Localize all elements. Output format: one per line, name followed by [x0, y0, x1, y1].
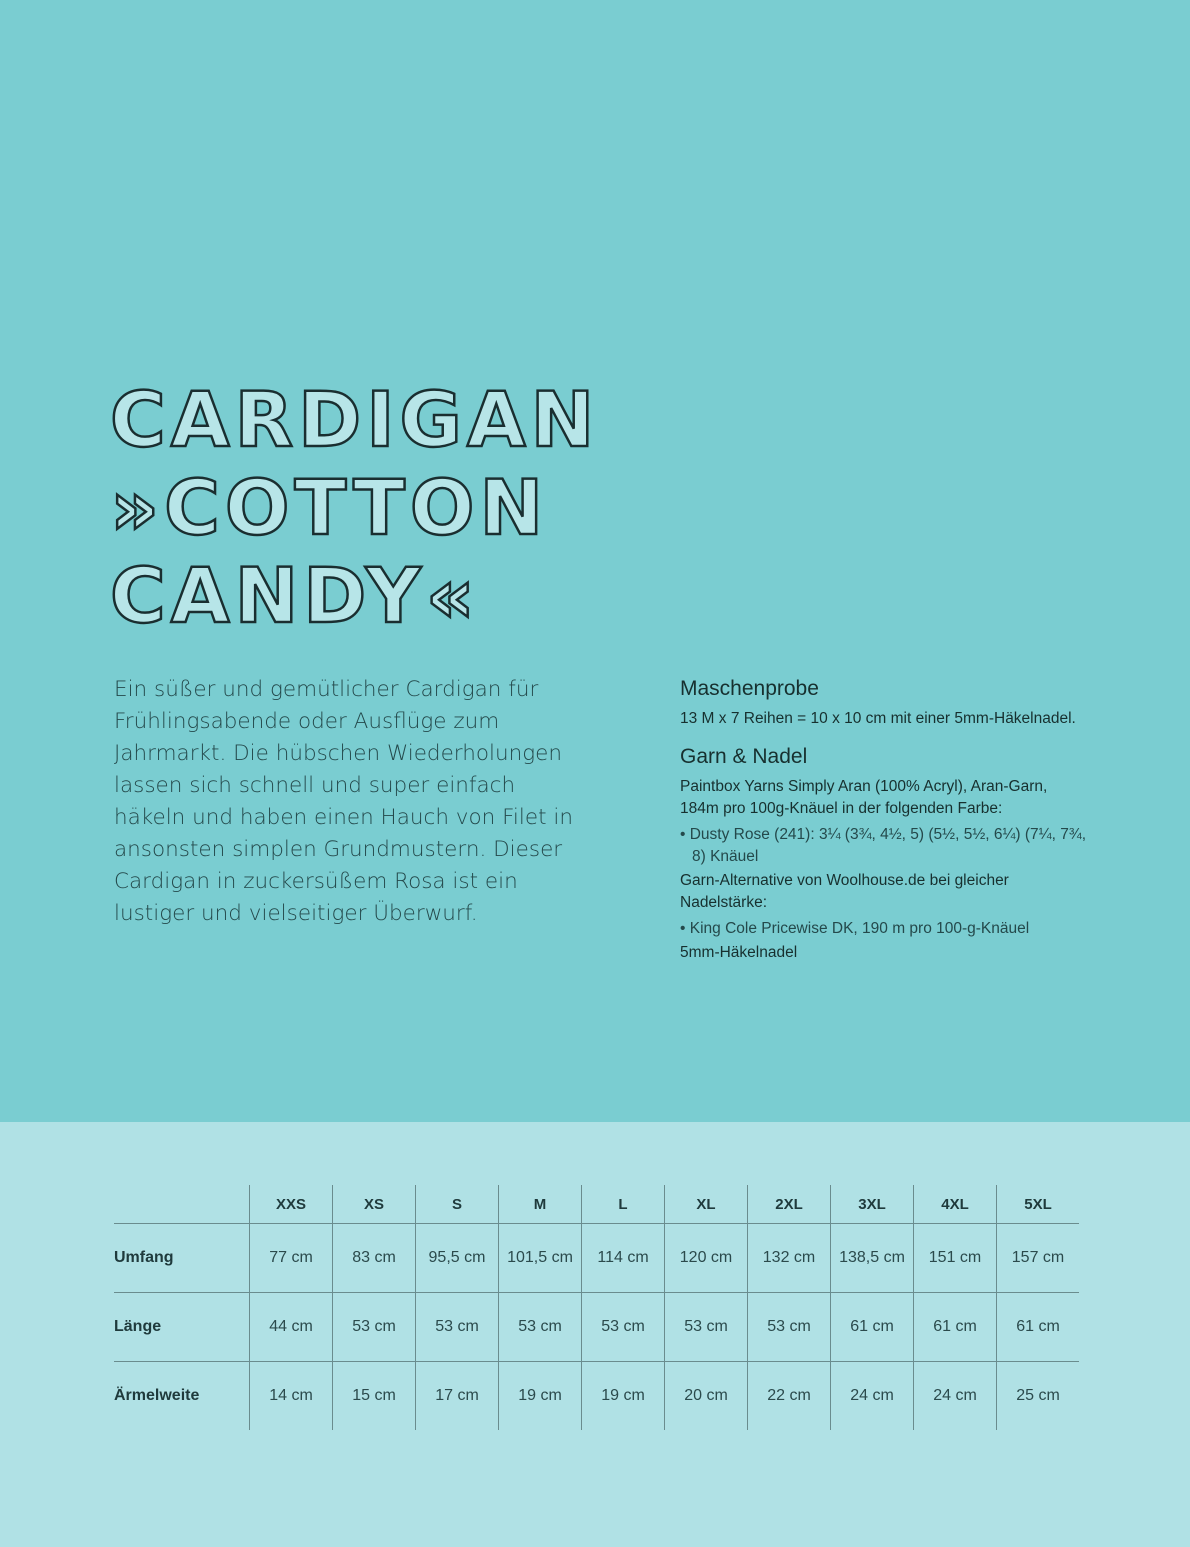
gauge-text: 13 M x 7 Reihen = 10 x 10 cm mit einer 5mm-Häkelnadel.	[680, 710, 1076, 727]
row-label: Länge	[114, 1293, 250, 1362]
table-cell: 157 cm	[997, 1224, 1080, 1293]
table-cell: 25 cm	[997, 1362, 1080, 1431]
table-cell: 132 cm	[748, 1224, 831, 1293]
table-cell: 22 cm	[748, 1362, 831, 1431]
table-cell: 61 cm	[997, 1293, 1080, 1362]
title-line-1: CARDIGAN	[110, 375, 600, 464]
table-corner	[114, 1185, 250, 1224]
table-cell: 14 cm	[250, 1362, 333, 1431]
size-header: S	[416, 1185, 499, 1224]
table-cell: 20 cm	[665, 1362, 748, 1431]
needle-text: 5mm-Häkelnadel	[680, 944, 798, 961]
yarn-text: Paintbox Yarns Simply Aran (100% Acryl), Aran-Garn, 184m pro 100g-Knäuel in der folgenden Farbe:	[680, 778, 1048, 817]
table-cell: 24 cm	[914, 1362, 997, 1431]
yarn-item: • Dusty Rose (241): 3¼ (3¾, 4½, 5) (5½, 5½, 6¼) (7¼, 7¾, 8) Knäuel	[680, 824, 1090, 868]
size-header: 3XL	[831, 1185, 914, 1224]
table-cell: 24 cm	[831, 1362, 914, 1431]
size-header: 5XL	[997, 1185, 1080, 1224]
title-line-2: »COTTON	[110, 463, 549, 552]
table-row	[114, 1362, 1079, 1431]
size-header: XS	[333, 1185, 416, 1224]
size-header: XXS	[250, 1185, 333, 1224]
table-cell: 77 cm	[250, 1224, 333, 1293]
table-cell: 61 cm	[831, 1293, 914, 1362]
alternative-item: • King Cole Pricewise DK, 190 m pro 100-g-Knäuel	[680, 918, 1090, 940]
yarn-alternative-text: Garn-Alternative von Woolhouse.de bei gleicher Nadelstärke:	[680, 872, 1009, 911]
gauge-heading: Maschenprobe	[680, 677, 819, 700]
table-cell: 61 cm	[914, 1293, 997, 1362]
table-cell: 17 cm	[416, 1362, 499, 1431]
yarn-list	[680, 824, 1090, 868]
table-cell: 53 cm	[499, 1293, 582, 1362]
size-header: M	[499, 1185, 582, 1224]
yarn-heading: Garn & Nadel	[680, 745, 808, 768]
table-cell: 83 cm	[333, 1224, 416, 1293]
table-cell: 53 cm	[333, 1293, 416, 1362]
table-cell: 53 cm	[416, 1293, 499, 1362]
specs-column	[680, 676, 1090, 968]
title-line-3: CANDY«	[110, 551, 480, 640]
size-table	[114, 1185, 1079, 1430]
table-cell: 120 cm	[665, 1224, 748, 1293]
table-cell: 53 cm	[665, 1293, 748, 1362]
row-label: Umfang	[114, 1224, 250, 1293]
intro-paragraph: Ein süßer und gemütlicher Cardigan für Frühlingsabende oder Ausflüge zum Jahrmarkt. Die hübschen Wiederholungen lassen sich schnell und super einfach häkeln und haben einen Hauch von Filet in ansonsten simplen Grundmustern. Dieser Cardigan in zuckersüßem Rosa ist ein lustiger und vielseitiger Überwurf.	[114, 677, 573, 926]
table-row	[114, 1224, 1079, 1293]
table-cell: 44 cm	[250, 1293, 333, 1362]
table-cell: 151 cm	[914, 1224, 997, 1293]
table-cell: 95,5 cm	[416, 1224, 499, 1293]
size-header: L	[582, 1185, 665, 1224]
table-cell: 19 cm	[582, 1362, 665, 1431]
page-title	[110, 376, 599, 640]
table-cell: 53 cm	[582, 1293, 665, 1362]
size-header: 4XL	[914, 1185, 997, 1224]
table-row	[114, 1293, 1079, 1362]
table-cell: 138,5 cm	[831, 1224, 914, 1293]
size-header-row	[114, 1185, 1079, 1224]
size-header: XL	[665, 1185, 748, 1224]
table-cell: 19 cm	[499, 1362, 582, 1431]
table-cell: 53 cm	[748, 1293, 831, 1362]
row-label: Ärmelweite	[114, 1387, 200, 1404]
alternative-list	[680, 918, 1090, 940]
size-header: 2XL	[748, 1185, 831, 1224]
table-cell: 15 cm	[333, 1362, 416, 1431]
table-cell: 114 cm	[582, 1224, 665, 1293]
table-cell: 101,5 cm	[499, 1224, 582, 1293]
